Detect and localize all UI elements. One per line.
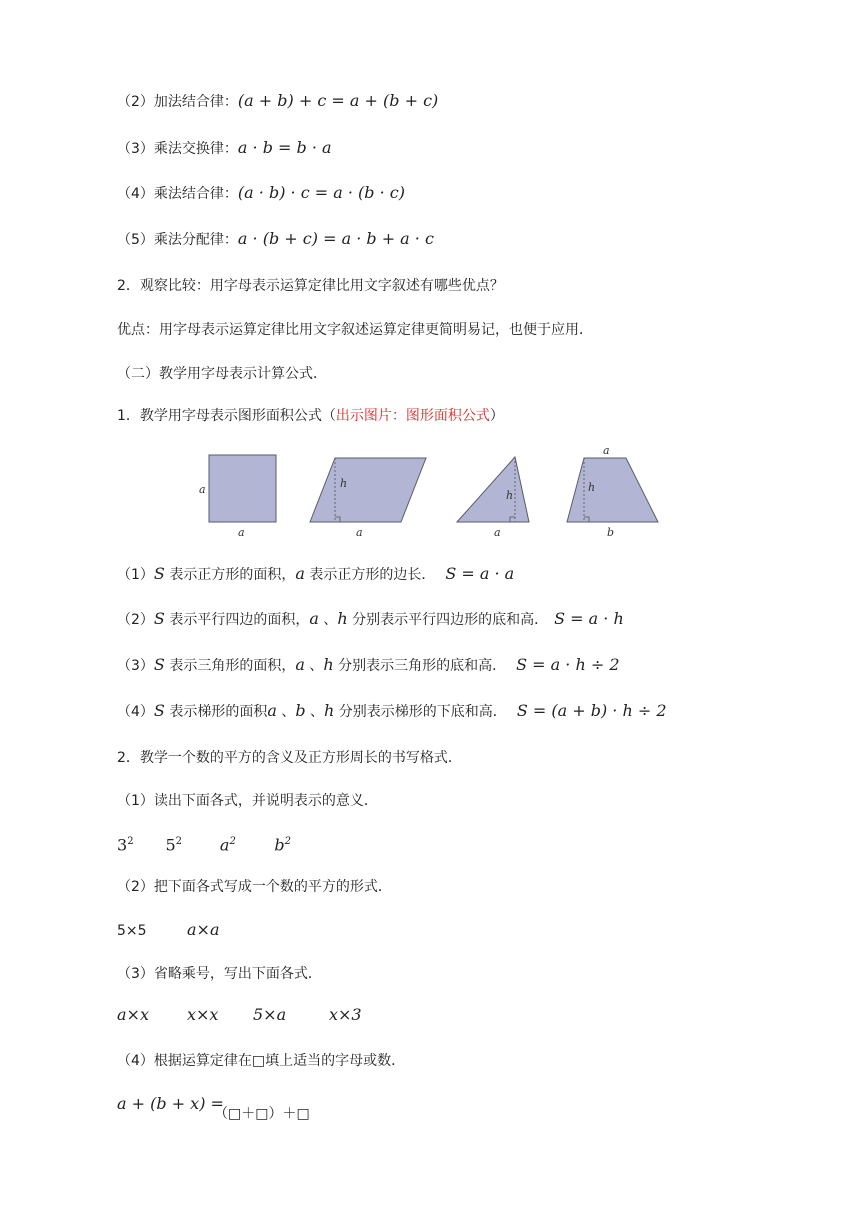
formula-expression: S = a · h ÷ 2 [516, 655, 620, 674]
formula-text: 表示正方形的面积， [164, 567, 296, 583]
expr: x×3 [329, 1005, 362, 1024]
formula-text: 分别表示三角形的底和高． [333, 658, 507, 674]
separator: 、 [318, 612, 338, 628]
sub4-expr-left [117, 1094, 224, 1115]
formula-square [117, 564, 514, 585]
item-number: （1） [117, 567, 154, 583]
formula-expression: S = a · a [445, 564, 515, 583]
expr: 5×a [253, 1005, 287, 1024]
var-h: h [337, 609, 348, 628]
sub3-exprs [117, 1005, 362, 1026]
law-formula: (a · b) · c = a · (b · c) [237, 183, 405, 202]
formula-text: 表示平行四边的面积， [164, 612, 310, 628]
sub-question-1: （1）读出下面各式，并说明表示的意义． [117, 793, 378, 809]
item-2: 2．教学一个数的平方的含义及正方形周长的书写格式． [117, 750, 462, 766]
triangle-shape [457, 457, 529, 522]
square-expr [220, 832, 270, 855]
law-formula: (a + b) + c = a + (b + c) [237, 91, 439, 110]
area-shapes-svg [198, 444, 674, 540]
square-expr [165, 832, 215, 855]
formula-triangle [117, 655, 620, 676]
item-1 [117, 406, 504, 426]
law-formula: a · (b + c) = a · b + a · c [237, 229, 434, 248]
formula-text: 分别表示梯形的下底和高． [334, 704, 507, 720]
var-a: a [295, 655, 305, 674]
separator: 、 [276, 704, 296, 720]
base: b [274, 835, 285, 855]
sub-question-3: （3）省略乘号，写出下面各式． [117, 966, 322, 982]
base: 3 [117, 835, 128, 855]
square-shape [209, 455, 276, 522]
law-label: （3）乘法交换律： [117, 141, 238, 157]
law-associative-mul [117, 183, 405, 204]
formula-text: 表示三角形的面积， [164, 658, 296, 674]
base: 5 [165, 835, 176, 855]
var-s: S [153, 655, 165, 674]
expr: x×x [187, 1005, 219, 1024]
area-shapes-figure [198, 444, 674, 540]
square-side-label: a [199, 483, 206, 496]
item-1-suffix: ） [489, 408, 504, 424]
item-1-highlight: 出示图片：图形面积公式 [335, 408, 490, 424]
section-heading: （二）教学用字母表示计算公式． [117, 366, 327, 382]
var-s: S [153, 564, 165, 583]
expr-left: a + (b + x) = [117, 1094, 224, 1113]
square-base-label: a [238, 526, 245, 539]
law-label: （5）乘法分配律： [117, 232, 238, 248]
triangle-height-label: h [506, 489, 514, 502]
expr: 5×5 [117, 923, 147, 939]
expr: a×a [187, 920, 220, 939]
formula-text: 分别表示平行四边形的底和高． [347, 612, 549, 628]
sub4-expr-right: （□＋□）＋□ [214, 1106, 310, 1122]
expr: a×x [117, 1005, 149, 1024]
var-h: h [324, 701, 335, 720]
law-label: （2）加法结合律： [117, 94, 238, 110]
formula-expression: S = a · h [554, 609, 624, 628]
square-expr [274, 832, 314, 855]
separator: 、 [304, 658, 324, 674]
trapezoid-shape [567, 458, 658, 522]
law-distributive [117, 229, 434, 250]
law-commutative-mul [117, 138, 332, 159]
exponent: 2 [284, 836, 291, 847]
formula-text: 表示梯形的面积 [164, 704, 268, 720]
parallelogram-shape [310, 458, 426, 522]
var-s: S [153, 609, 165, 628]
item-number: （3） [117, 658, 154, 674]
var-h: h [323, 655, 334, 674]
trapezoid-top-label: a [603, 444, 610, 457]
sub-question-2: （2）把下面各式写成一个数的平方的形式． [117, 879, 392, 895]
item-1-prefix: 1．教学用字母表示图形面积公式（ [117, 408, 336, 424]
formula-parallelogram [117, 609, 624, 630]
law-formula: a · b = b · a [237, 138, 332, 157]
trapezoid-bottom-label: b [607, 526, 615, 539]
advantage-text: 优点：用字母表示运算定律比用文字叙述运算定律更简明易记，也便于应用． [117, 322, 593, 338]
var-a: a [309, 609, 319, 628]
triangle-base-label: a [494, 526, 501, 539]
exponent: 2 [127, 836, 134, 847]
item-number: （2） [117, 612, 154, 628]
parallelogram-height-label: h [340, 477, 348, 490]
formula-expression: S = (a + b) · h ÷ 2 [516, 701, 667, 720]
parallelogram-base-label: a [356, 526, 363, 539]
square-expr [117, 832, 161, 855]
law-label: （4）乘法结合律： [117, 186, 238, 202]
item-number: （4） [117, 704, 154, 720]
var-a: a [295, 564, 305, 583]
sub-question-4: （4）根据运算定律在□填上适当的字母或数． [117, 1053, 406, 1069]
base: a [219, 835, 230, 855]
exponent: 2 [229, 836, 236, 847]
var-a: a [267, 701, 277, 720]
sub2-exprs [117, 920, 219, 941]
exponent: 2 [175, 836, 183, 847]
var-s: S [153, 701, 165, 720]
squares-row [117, 832, 314, 856]
question-2: 2．观察比较：用字母表示运算定律比用文字叙述有哪些优点？ [117, 278, 504, 294]
trapezoid-height-label: h [588, 481, 596, 494]
separator: 、 [305, 704, 325, 720]
formula-text: 表示正方形的边长． [304, 567, 436, 583]
var-b: b [295, 701, 306, 720]
formula-trapezoid [117, 701, 667, 722]
law-associative-add [117, 91, 438, 112]
